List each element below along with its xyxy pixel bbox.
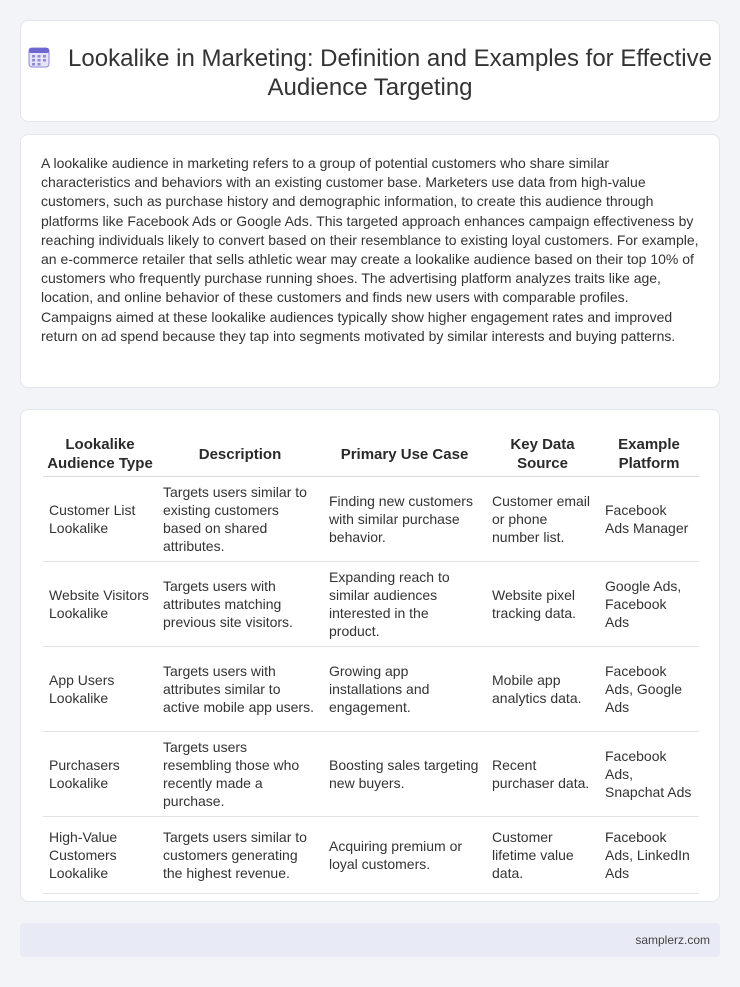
footer-site-link[interactable]: samplerz.com — [635, 933, 710, 947]
page-title: Lookalike in Marketing: Definition and Examples for Effective Audience Targeting — [68, 45, 712, 101]
header-card — [20, 20, 720, 122]
table-card — [20, 409, 720, 902]
table-cell: Recent purchaser data. — [486, 732, 599, 817]
table-cell: Finding new customers with similar purchase behavior. — [323, 477, 486, 562]
footer-bar — [20, 923, 720, 957]
table-cell: Facebook Ads Manager — [599, 477, 699, 562]
table-row — [43, 562, 699, 647]
table-cell: Customer List Lookalike — [43, 477, 157, 562]
table-cell: Growing app installations and engagement. — [323, 647, 486, 732]
table-cell: Google Ads, Facebook Ads — [599, 562, 699, 647]
table-cell: Customer lifetime value data. — [486, 817, 599, 894]
intro-card — [20, 134, 720, 388]
table-cell: Targets users with attributes matching previous site visitors. — [157, 562, 323, 647]
header-example-platform: Example Platform — [599, 431, 699, 477]
table-row — [43, 732, 699, 817]
table-row — [43, 477, 699, 562]
title-wrap — [21, 44, 719, 102]
header-audience-type: Lookalike Audience Type — [43, 431, 157, 477]
calendar-icon — [28, 46, 50, 68]
table-cell: Website Visitors Lookalike — [43, 562, 157, 647]
table-cell: Boosting sales targeting new buyers. — [323, 732, 486, 817]
table-cell: Facebook Ads, Google Ads — [599, 647, 699, 732]
table-cell: Targets users similar to customers generating the highest revenue. — [157, 817, 323, 894]
lookalike-table — [43, 431, 699, 894]
table-header-row — [43, 431, 699, 477]
table-cell: Expanding reach to similar audiences interested in the product. — [323, 562, 486, 647]
table-cell: Targets users similar to existing customers based on shared attributes. — [157, 477, 323, 562]
table-cell: Facebook Ads, Snapchat Ads — [599, 732, 699, 817]
table-cell: App Users Lookalike — [43, 647, 157, 732]
header-primary-use-case: Primary Use Case — [323, 431, 486, 477]
table-row — [43, 647, 699, 732]
table-cell: Mobile app analytics data. — [486, 647, 599, 732]
table-cell: High-Value Customers Lookalike — [43, 817, 157, 894]
intro-paragraph: A lookalike audience in marketing refers to a group of potential customers who share similar characteristics and behaviors with an existing customer base. Marketers use data from high-value customers, such as purchase history and demographic information, to create this audience through platforms like Facebook Ads or Google Ads. This targeted approach enhances campaign effectiveness by reaching individuals likely to convert based on their resemblance to existing loyal customers. For example, an e-commerce retailer that sells athletic wear may create a lookalike audience based on their top 10% of customers who frequently purchase running shoes. The advertising platform analyzes traits like age, location, and online behavior of these customers and finds new users with comparable profiles. Campaigns aimed at these lookalike audiences typically show higher engagement rates and improved return on ad spend because they tap into segments motivated by similar interests and buying patterns. — [41, 155, 699, 344]
table-row — [43, 817, 699, 894]
table-cell: Purchasers Lookalike — [43, 732, 157, 817]
table-cell: Acquiring premium or loyal customers. — [323, 817, 486, 894]
table-cell: Facebook Ads, LinkedIn Ads — [599, 817, 699, 894]
table-cell: Targets users resembling those who recently made a purchase. — [157, 732, 323, 817]
table-cell: Customer email or phone number list. — [486, 477, 599, 562]
table-cell: Targets users with attributes similar to active mobile app users. — [157, 647, 323, 732]
header-key-data-source: Key Data Source — [486, 431, 599, 477]
header-description: Description — [157, 431, 323, 477]
table-cell: Website pixel tracking data. — [486, 562, 599, 647]
